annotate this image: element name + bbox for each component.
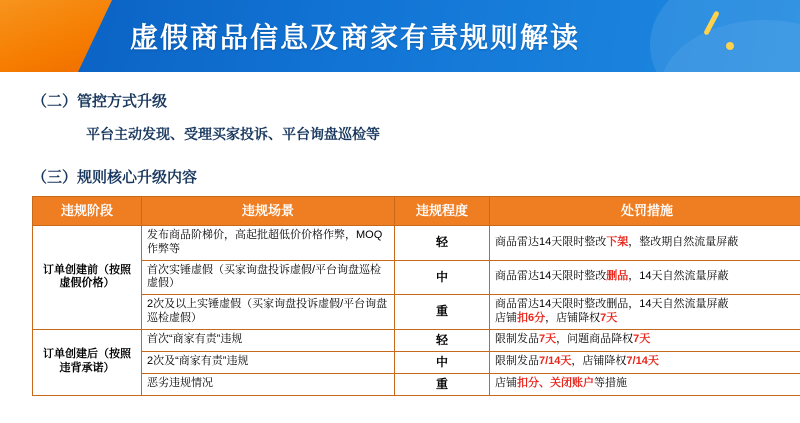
- section-two-subtext: 平台主动发现、受理买家投诉、平台询盘巡检等: [86, 126, 380, 142]
- header-accent-dot-icon: [726, 42, 734, 50]
- action-text-prefix: 限制发品: [495, 355, 539, 368]
- cell-action-2-3: [490, 373, 800, 395]
- table-row: [33, 351, 800, 373]
- action-line-1: 商品雷达14天限时整改删品，14天自然流量屏蔽: [495, 298, 729, 310]
- cell-action-2-1: [490, 329, 800, 351]
- section-three-heading: （三）规则核心升级内容: [32, 169, 198, 186]
- cell-level-1-1: 轻: [395, 226, 490, 261]
- page-title: 虚假商品信息及商家有责规则解读: [130, 22, 581, 53]
- action-text-highlight: 删品: [606, 270, 629, 283]
- cell-scene-1-2: 首次实锤虚假（买家询盘投诉虚假/平台询盘巡检虚假）: [142, 260, 395, 295]
- cell-level-1-3: 重: [395, 295, 490, 330]
- cell-action-1-3: [490, 295, 800, 330]
- action-text-highlight-1: 7天: [539, 333, 557, 346]
- column-header-level: 违规程度: [395, 197, 490, 226]
- action-text-highlight-2: 7/14天: [626, 355, 659, 368]
- action-text-highlight: 扣分、关闭账户: [517, 377, 594, 390]
- action-text-highlight-1: 7/14天: [539, 355, 572, 368]
- cell-scene-1-3: 2次及以上实锤虚假（买家询盘投诉虚假/平台询盘巡检虚假）: [142, 295, 395, 330]
- action-text-suffix: ，整改期自然流量屏蔽: [628, 235, 739, 248]
- table-row: [33, 260, 800, 295]
- table-row: [33, 295, 800, 330]
- slide-header-banner: [0, 0, 800, 72]
- action-text-mid: ，问题商品降权: [556, 333, 634, 346]
- cell-scene-1-1: 发布商品阶梯价，高起批超低价价格作弊，MOQ作弊等: [142, 226, 395, 261]
- action-text-prefix: 店铺: [495, 311, 517, 324]
- action-text-highlight: 下架: [606, 235, 629, 248]
- action-text-mid: ，店铺降权: [571, 355, 627, 368]
- table-row: [33, 329, 800, 351]
- table-body: [33, 226, 800, 396]
- rules-table: [32, 196, 800, 396]
- action-line-2: [495, 312, 799, 326]
- cell-level-2-3: 重: [395, 373, 490, 395]
- action-text-highlight-2: 7天: [633, 333, 651, 346]
- action-text-suffix: ，14天自然流量屏蔽: [628, 270, 729, 283]
- cell-action-1-1: [490, 226, 800, 261]
- table-row: [33, 226, 800, 261]
- cell-scene-2-2: 2次及“商家有责”违规: [142, 351, 395, 373]
- action-text-highlight-2: 7天: [600, 311, 618, 324]
- table-head: [33, 197, 800, 226]
- column-header-action: 处罚措施: [490, 197, 800, 226]
- cell-level-1-2: 中: [395, 260, 490, 295]
- cell-scene-2-1: 首次“商家有责”违规: [142, 329, 395, 351]
- cell-action-2-2: [490, 351, 800, 373]
- column-header-scene: 违规场景: [142, 197, 395, 226]
- action-text-prefix: 商品雷达14天限时整改: [495, 235, 607, 248]
- cell-stage-group-1: 订单创建前（按照虚假价格）: [33, 226, 142, 330]
- action-text-prefix: 限制发品: [495, 333, 539, 346]
- action-text-mid: ，店铺降权: [545, 311, 601, 324]
- table-header-row: [33, 197, 800, 226]
- action-text-suffix: 等措施: [594, 377, 627, 390]
- column-header-stage: 违规阶段: [33, 197, 142, 226]
- cell-level-2-2: 中: [395, 351, 490, 373]
- table-row: [33, 373, 800, 395]
- action-text-highlight-1: 扣6分: [517, 311, 546, 324]
- cell-scene-2-3: 恶劣违规情况: [142, 373, 395, 395]
- cell-level-2-1: 轻: [395, 329, 490, 351]
- cell-action-1-2: [490, 260, 800, 295]
- action-text-prefix: 店铺: [495, 377, 517, 390]
- section-two-heading: （二）管控方式升级: [32, 93, 168, 110]
- action-text-prefix: 商品雷达14天限时整改: [495, 270, 607, 283]
- cell-stage-group-2: 订单创建后（按照违背承诺）: [33, 329, 142, 395]
